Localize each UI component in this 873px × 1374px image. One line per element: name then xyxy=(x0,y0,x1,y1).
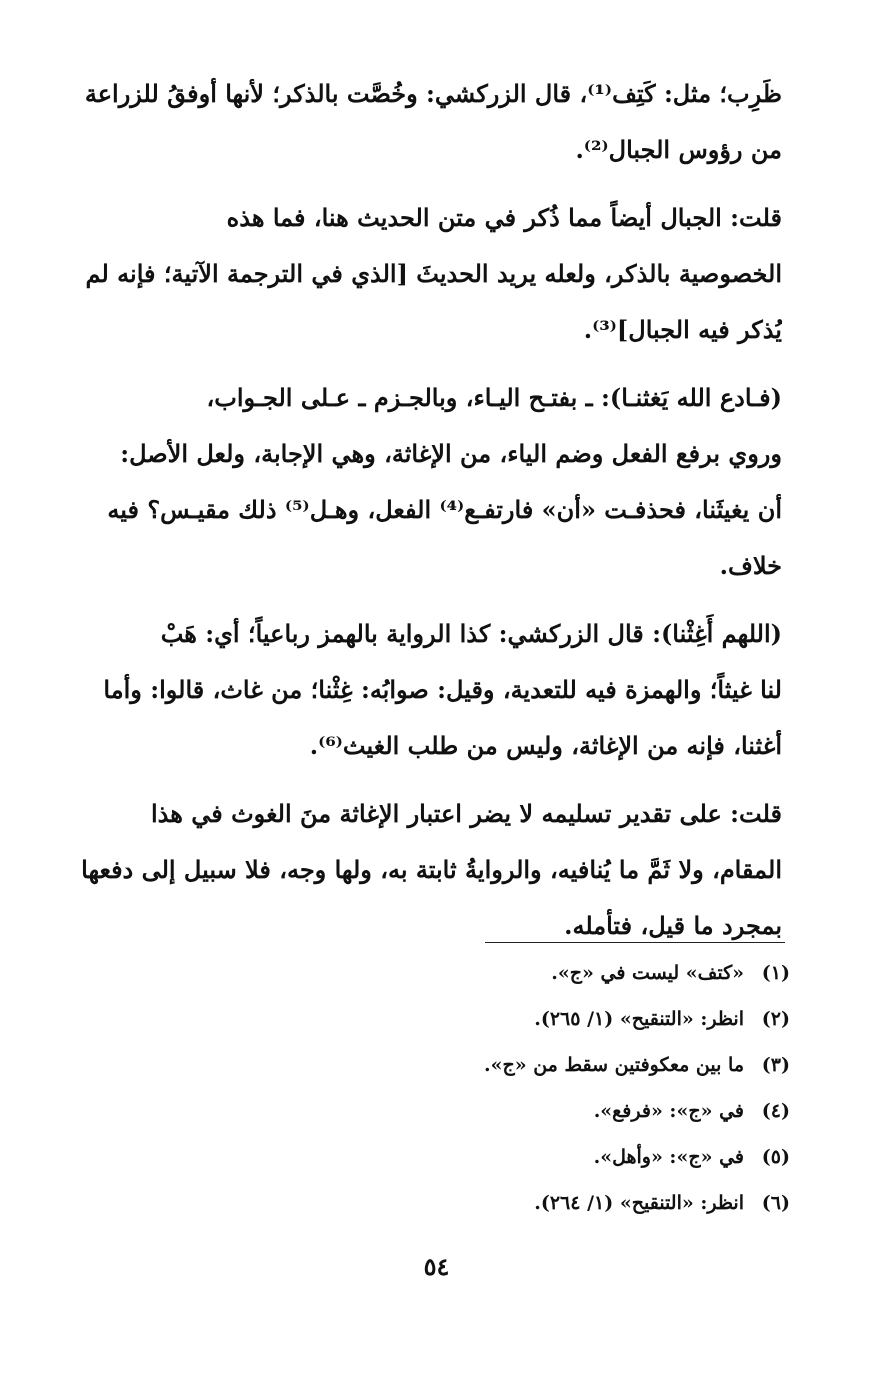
text-line: (فـادع الله يَغثنـا): ـ بفتـح اليـاء، وبالجـزم ـ عـلى الجـواب، xyxy=(206,383,782,412)
footnote-item xyxy=(420,996,790,1042)
paragraph xyxy=(62,786,782,954)
text-line: لنا غيثاً؛ والهمزة فيه للتعدية، وقيل: صوابُه: غِثْنا؛ من غاث، قالوا: وأما xyxy=(103,675,782,704)
text-line: وروي برفع الفعل وضم الياء، من الإغاثة، وهي الإجابة، ولعل الأصل: xyxy=(120,439,782,468)
footnote-number: (٥) xyxy=(761,1146,790,1168)
text-line: المقام، ولا ثَمَّ ما يُنافيه، والروايةُ ثابتة به، ولها وجه، فلا سبيل إلى دفعها xyxy=(81,855,782,884)
text-line: الخصوصية بالذكر، ولعله يريد الحديثَ [الذي في الترجمة الآتية؛ فإنه لم xyxy=(85,259,782,288)
text-line: من رؤوس الجبال⁽²⁾. xyxy=(575,135,782,164)
paragraph xyxy=(62,370,782,594)
footnote-item xyxy=(420,1134,790,1180)
text-line: خلاف. xyxy=(719,551,782,580)
footnote-text: انظر: «التنقيح» (١/ ٢٦٤). xyxy=(534,1192,744,1214)
footnote-number: (٣) xyxy=(761,1054,790,1076)
text-line: يُذكر فيه الجبال]⁽³⁾. xyxy=(583,315,782,344)
page-number: ٥٤ xyxy=(423,1252,450,1281)
text-line: (اللهم أَغِثْنا): قال الزركشي: كذا الرواية بالهمز رباعياً؛ أي: هَبْ xyxy=(160,619,782,648)
footnote-text: ما بين معكوفتين سقط من «ج». xyxy=(483,1054,744,1076)
text-line: قلت: الجبال أيضاً مما ذُكر في متن الحديث هنا، فما هذه xyxy=(226,203,782,232)
paragraph xyxy=(62,190,782,358)
footnote-item xyxy=(420,1042,790,1088)
text-line: أن يغيثَنا، فحذفـت «أن» فارتفـع⁽⁴⁾ الفعل، وهـل⁽⁵⁾ ذلك مقيـس؟ فيه xyxy=(107,495,782,524)
footnote-text: في «ج»: «وأهل». xyxy=(593,1146,744,1168)
footnote-number: (١) xyxy=(761,962,790,984)
text-line: قلت: على تقدير تسليمه لا يضر اعتبار الإغاثة منَ الغوث في هذا xyxy=(150,799,782,828)
footnote-item xyxy=(420,950,790,996)
footnote-item xyxy=(420,1088,790,1134)
footnotes xyxy=(420,950,790,1226)
paragraph xyxy=(62,66,782,178)
footnote-item xyxy=(420,1180,790,1226)
footnote-number: (٦) xyxy=(761,1192,790,1214)
footnote-text: في «ج»: «فرفع». xyxy=(593,1100,744,1122)
text-line: أغثنا، فإنه من الإغاثة، وليس من طلب الغيث⁽⁶⁾. xyxy=(309,731,782,760)
paragraph xyxy=(62,606,782,774)
text-line: ظَرِب؛ مثل: كَتِف⁽¹⁾، قال الزركشي: وخُصَّت بالذكر؛ لأنها أوفقُ للزراعة xyxy=(84,79,782,108)
footnote-text: انظر: «التنقيح» (١/ ٢٦٥). xyxy=(534,1008,744,1030)
footnote-divider xyxy=(485,942,785,943)
text-line: بمجرد ما قيل، فتأمله. xyxy=(564,911,782,940)
footnote-text: «كتف» ليست في «ج». xyxy=(551,962,744,984)
main-text xyxy=(62,66,782,964)
footnote-number: (٤) xyxy=(761,1100,790,1122)
footnote-number: (٢) xyxy=(761,1008,790,1030)
